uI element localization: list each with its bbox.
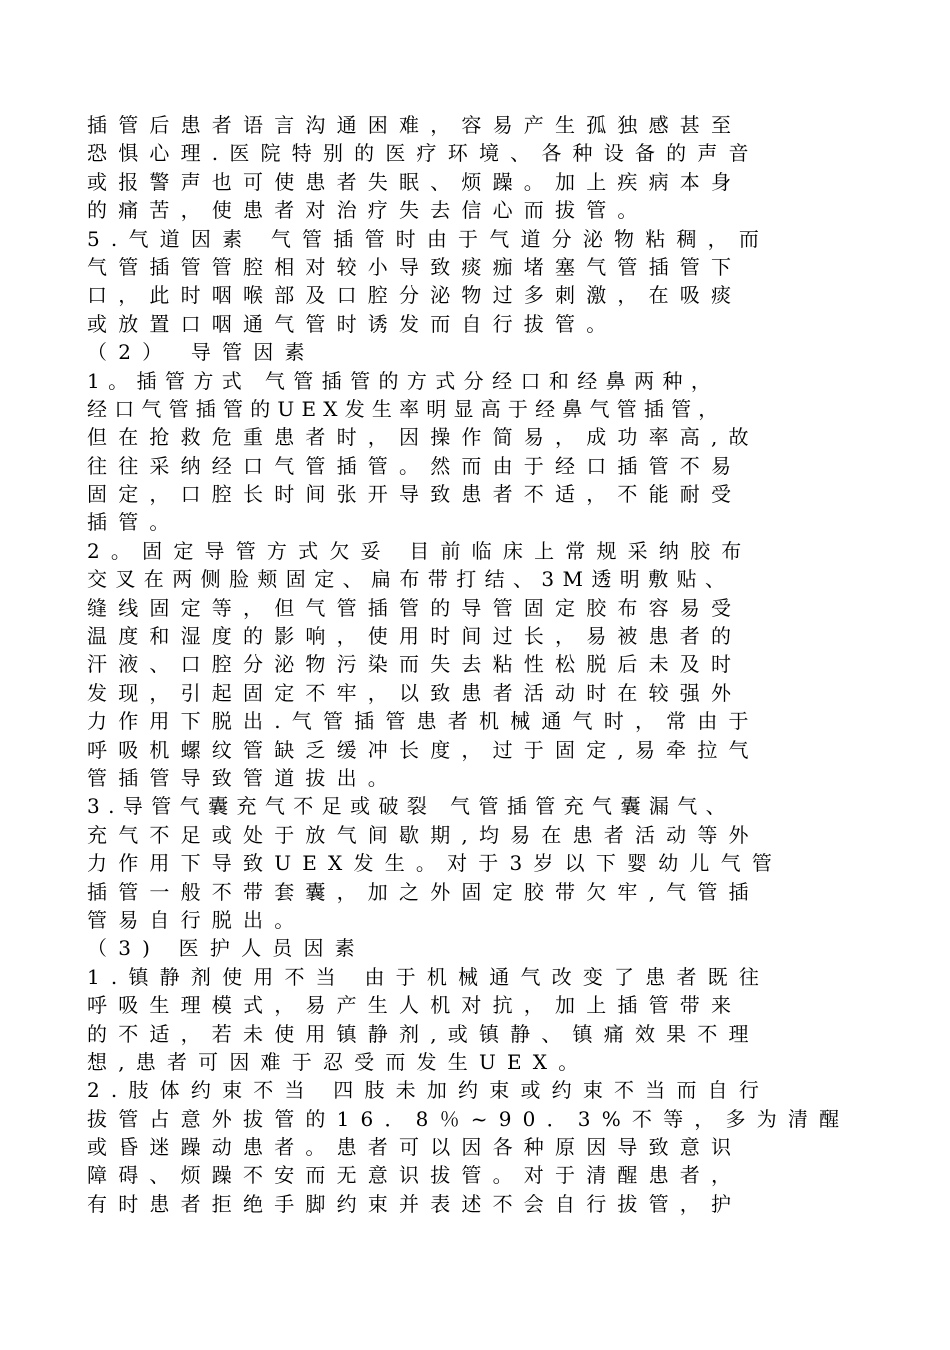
- text-line: 的痛苦，使患者对治疗失去信心而拔管。: [87, 198, 649, 223]
- text-line: 1.镇静剂使用不当 由于机械通气改变了患者既往: [87, 964, 771, 989]
- text-line: 插管后患者语言沟通困难，容易产生孤独感甚至: [87, 113, 743, 137]
- text-line: 呼吸生理模式，易产生人机对抗，加上插管带来: [87, 993, 743, 1018]
- text-line: 口，此时咽喉部及口腔分泌物过多刺激，在吸痰: [87, 283, 743, 308]
- text-line: 气管插管管腔相对较小导致痰痂堵塞气管插管下: [87, 254, 743, 279]
- text-line: 经口气管插管的UEX发生率明显高于经鼻气管插管，: [87, 396, 726, 421]
- text-line: 或报警声也可使患者失眠、烦躁。加上疾病本身: [87, 169, 743, 194]
- text-line: 力作用下导致UEX发生。对于3岁以下婴幼儿气管: [87, 851, 784, 876]
- text-line: 管易自行脱出。: [87, 907, 306, 932]
- text-line: 缝线固定等，但气管插管的导管固定胶布容易受: [87, 595, 743, 620]
- text-line: 充气不足或处于放气间歇期,均易在患者活动等外: [87, 822, 760, 847]
- text-line: 往往采纳经口气管插管。然而由于经口插管不易: [87, 453, 743, 478]
- text-line: 但在抢救危重患者时，因操作简易，成功率高,故: [87, 425, 760, 450]
- document-body: [87, 111, 855, 1218]
- text-line: 插管一般不带套囊，加之外固定胶带欠牢,气管插: [87, 879, 760, 904]
- section-heading: （3) 医护人员因素: [87, 936, 366, 961]
- text-line: 交叉在两侧脸颊固定、扁布带打结、3M透明敷贴、: [87, 567, 734, 592]
- text-line: 或放置口咽通气管时诱发而自行拔管。: [87, 311, 618, 336]
- text-line: 5.气道因素 气管插管时由于气道分泌物粘稠，而: [87, 226, 771, 251]
- text-line: 3.导管气囊充气不足或破裂 气管插管充气囊漏气、: [87, 794, 735, 819]
- section-heading: （2） 导管因素: [87, 340, 316, 365]
- text-line: 温度和湿度的影响，使用时间过长，易被患者的: [87, 624, 743, 649]
- text-line: 力作用下脱出.气管插管患者机械通气时，常由于: [87, 709, 760, 734]
- text-line: 插管。: [87, 510, 181, 535]
- text-line: 或昏迷躁动患者。患者可以因各种原因导致意识: [87, 1135, 743, 1160]
- text-line: 汗液、口腔分泌物污染而失去粘性松脱后未及时: [87, 652, 743, 677]
- text-line: 1。插管方式 气管插管的方式分经口和经鼻两种，: [87, 368, 720, 393]
- text-line: 呼吸机螺纹管缺乏缓冲长度，过于固定,易牵拉气: [87, 737, 760, 762]
- text-line: 管插管导致管道拔出。: [87, 765, 399, 790]
- text-line: 的不适，若未使用镇静剂,或镇静、镇痛效果不理: [87, 1021, 760, 1046]
- text-line: 想,患者可因难于忍受而发生UEX。: [87, 1049, 590, 1074]
- text-line: 固定，口腔长时间张开导致患者不适，不能耐受: [87, 482, 743, 507]
- text-line: 拔管占意外拔管的16．8％~90．3%不等，多为清醒: [87, 1106, 851, 1131]
- text-line: 2。固定导管方式欠妥 目前临床上常规采纳胶布: [87, 538, 753, 563]
- text-line: 发现，引起固定不牢，以致患者活动时在较强外: [87, 680, 743, 705]
- text-line: 2.肢体约束不当 四肢未加约束或约束不当而自行: [87, 1078, 771, 1103]
- text-line: 恐惧心理.医院特别的医疗环境、各种设备的声音: [87, 141, 760, 166]
- text-line: 有时患者拒绝手脚约束并表述不会自行拔管，护: [87, 1191, 743, 1216]
- text-line: 障碍、烦躁不安而无意识拔管。对于清醒患者，: [87, 1163, 743, 1188]
